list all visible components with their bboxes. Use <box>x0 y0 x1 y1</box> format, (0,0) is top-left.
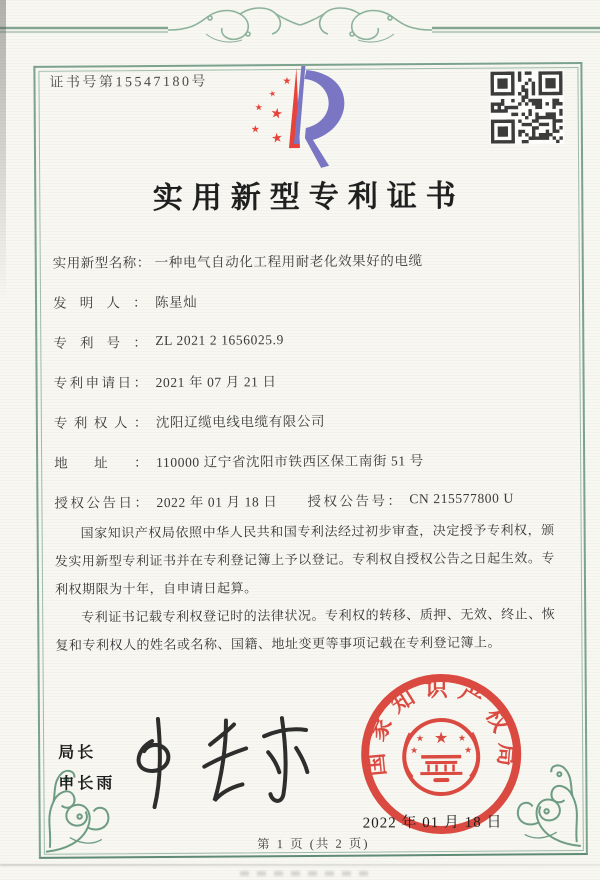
svg-text:★: ★ <box>268 88 277 99</box>
handwritten-signature <box>122 710 333 811</box>
field-label: 专利权人： <box>53 415 148 431</box>
field-value: 陈星灿 <box>154 294 198 311</box>
svg-text:★: ★ <box>250 124 260 136</box>
svg-text:★: ★ <box>254 103 263 114</box>
signatory-name: 申长雨 <box>58 775 116 793</box>
field-row-grant <box>54 478 556 522</box>
field-value: 110000 辽宁省沈阳市铁西区保工南街 51 号 <box>156 453 424 471</box>
svg-text:★: ★ <box>458 733 467 744</box>
field-value: 2022 年 01 月 18 日 <box>156 494 278 511</box>
svg-text:★: ★ <box>410 746 419 757</box>
paragraph-register-statement: 专利证书记载专利权登记时的法律状况。专利权的转移、质押、无效、终止、恢复和专利权人的姓名或名称、国籍、地址变更等事项记载在专利登记簿上。 <box>55 606 556 653</box>
field-value: 沈阳辽缆电线电缆有限公司 <box>155 413 326 431</box>
field-value: ZL 2021 2 1656025.9 <box>155 332 285 349</box>
field-value: 一种电气自动化工程用耐老化效果好的电缆 <box>154 253 423 271</box>
signatory-block <box>58 737 115 799</box>
svg-text:★: ★ <box>416 734 425 745</box>
field-value: CN 215577800 U <box>409 490 514 507</box>
svg-text:★: ★ <box>433 727 449 748</box>
page-number: 第 1 页 (共 2 页) <box>257 836 370 852</box>
field-label: 地址： <box>54 455 149 471</box>
field-label: 实用新型名称： <box>52 255 151 271</box>
seal-date: 2022 年 01 月 18 日 <box>362 814 503 832</box>
field-label: 授权公告日： <box>54 495 149 511</box>
svg-text:★: ★ <box>270 130 284 147</box>
paragraph-grant-statement: 国家知识产权局依照中华人民共和国专利法经过初步审查，决定授予专利权，颁发实用新型专利证书并在专利登记簿上予以登记。专利权自授权公告之日起生效。专利权期限为十年，自申请日起算。 <box>54 522 555 597</box>
patent-fields <box>53 238 557 521</box>
field-label: 发明人： <box>52 295 148 311</box>
field-label: 专利申请日： <box>53 375 148 391</box>
field-value: 2021 年 07 月 21 日 <box>155 374 277 391</box>
field-row-patentee <box>54 398 556 442</box>
certificate-number: 证书号第15547180号 <box>49 74 209 91</box>
svg-text:★: ★ <box>282 76 292 88</box>
field-row-name <box>53 238 555 282</box>
field-row-patent-number <box>53 318 555 362</box>
signatory-title: 局长 <box>58 744 97 762</box>
svg-text:★: ★ <box>269 105 285 123</box>
field-row-filing-date <box>53 358 555 402</box>
legal-paragraphs <box>55 516 556 659</box>
photo-edge-shadow <box>0 0 6 300</box>
certificate-title: 实用新型专利证书 <box>152 179 465 216</box>
field-row-address <box>54 438 556 482</box>
field-label: 授权公告号： <box>307 493 402 509</box>
cnipa-logo-icon <box>242 58 353 171</box>
seal-text: 国家知识产权局 <box>362 675 521 778</box>
qr-code <box>489 70 564 145</box>
field-row-inventor <box>53 278 555 322</box>
svg-text:★: ★ <box>464 745 473 756</box>
national-emblem-icon <box>404 720 479 795</box>
field-label: 专利号： <box>53 335 148 351</box>
